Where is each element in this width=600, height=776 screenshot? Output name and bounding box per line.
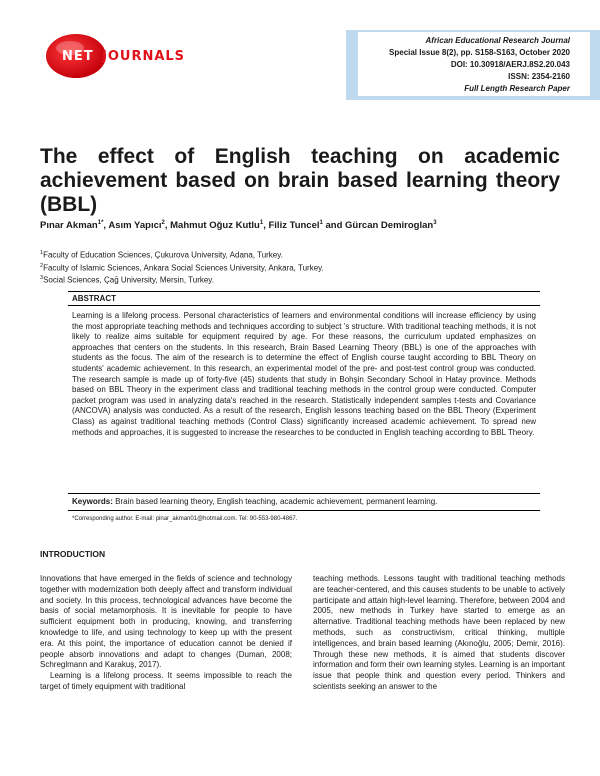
journal-info-box xyxy=(358,32,590,96)
paragraph: Learning is a lifelong process. It seems impossible to reach the target of timely equipment with traditional xyxy=(40,671,292,691)
keywords-rule xyxy=(68,510,540,511)
abstract-heading: ABSTRACT xyxy=(72,294,116,303)
affiliation-item: $^3$Social Sciences, Çağ University, Mersin, Turkey. xyxy=(40,275,214,285)
abstract-heading-rule xyxy=(68,305,540,306)
author-name: Gürcan Demiroglan xyxy=(345,220,434,232)
author-list: Pınar Akman$^{1*}$, Asım Yapıcı$^2$, Mahmut Oğuz Kutlu$^1$, Filiz Tuncel$^1$ and Gürcan Demiroglan$^3$ xyxy=(40,220,437,232)
paper-type: Full Length Research Paper xyxy=(464,84,570,93)
corresponding-author: *Corresponding author. E-mail: pinar_akman01@hotmail.com. Tel: 90-553-980-4867. xyxy=(72,516,298,522)
author-sup: 2 xyxy=(161,220,165,226)
netjournals-logo xyxy=(40,30,210,80)
author-name: Pınar Akman xyxy=(40,220,98,232)
abstract-bottom-rule xyxy=(68,493,540,494)
keywords-label: Keywords: xyxy=(72,497,113,506)
journal-name: African Educational Research Journal xyxy=(425,36,570,45)
journal-issn: ISSN: 2354-2160 xyxy=(508,72,570,81)
author-name: Mahmut Oğuz Kutlu xyxy=(170,220,260,232)
right-column xyxy=(313,574,565,693)
paper-title: The effect of English teaching on academic achievement based on brain based learning theory (BBL) xyxy=(40,145,560,216)
author-sup: 3 xyxy=(433,220,437,226)
affiliations xyxy=(40,248,324,286)
svg-text:JOURNALS: JOURNALS xyxy=(102,49,186,64)
author-sup: 1 xyxy=(319,220,323,226)
abstract-body: Learning is a lifelong process. Personal characteristics of learners and environmental conditions will increase efficiency by using the most appropriate teaching methods and techniques according to subject 's structure. With traditional teaching methods, it is not likely to realize aims suitable for equipment required by age. For these reasons, the curriculum updated emphasizes on approaches that centers on the students. In this research, Brain Based Learning Theory (BBL) is one of the approaches with students as the focus. The aim of the research is to determine the effect of English course taught according to BBL Theory on students' academic achievement. In this research, an experimental model of the pre- and post-test control group was conducted. The research sample is made up of forty-five (45) students that study in Bohşin Secondary School in Hatay province. Methods based on BBL Theory in the experiment class and traditional teaching methods in the control group were conducted. Computer packet program was used in analyzing data's reached in the research. Statistically independent samples t-tests and Covariance (ANCOVA) analysis was conducted. As a result of the research, English lessons teaching based on the BBL Theory (Experiment Class) as against traditional teaching methods (Control Class) significantly increased academic achievement. To spread new methods and approaches, it is suggested to increase the researches to be conducted in English teaching according to BBL Theory. xyxy=(72,311,536,437)
author-name: Filiz Tuncel xyxy=(268,220,320,232)
left-column xyxy=(40,574,292,693)
affiliation-item: $^2$Faculty of Islamic Sciences, Ankara Social Sciences University, Ankara, Turkey. xyxy=(40,262,324,273)
journal-doi: DOI: 10.30918/AERJ.8S2.20.043 xyxy=(450,60,570,69)
keywords xyxy=(72,497,540,506)
paragraph: teaching methods. Lessons taught with traditional teaching methods are teacher-centered, and this causes students to be unable to actively participate and attain high-level learning. Therefore, between 2004 and 2005, new methods in Turkey have started to emerge as an alternative. Traditional teaching methods have been replaced by new methods, such as constructivism, critical thinking, multiple intelligences, and brain based learning (Akınoğlu, 2005; Demir, 2016). Through these new methods, it is aimed that students discover information and form their own learning styles. Learning is an important issue that people think and question every period. Thinkers and scientists seeking an answer to the xyxy=(313,574,565,691)
journal-issue: Special Issue 8(2), pp. S158-S163, October 2020 xyxy=(389,48,570,57)
abstract-top-rule xyxy=(68,291,540,292)
paragraph: Innovations that have emerged in the fields of science and technology together with modernization both deeply affect and transform individual and society. In this process, technological advances have become the basis of social metamorphosis. It is inevitable for people to have sufficient equipment both in producing, knowing, and transferring knowledge to life, and using technology to keep up with the present era. At this point, the importance of education cannot be denied if people absorb innovations and adapt to changes (Duman, 2008; Schreglmann and Karakuş, 2017). xyxy=(40,574,292,670)
author-name: Asım Yapıcı xyxy=(108,220,162,232)
section-heading-introduction: INTRODUCTION xyxy=(40,549,106,559)
keywords-text: Brain based learning theory, English teaching, academic achievement, permanent learning. xyxy=(115,497,438,506)
affiliation-item: $^1$Faculty of Education Sciences, Çukurova University, Adana, Turkey. xyxy=(40,250,283,260)
author-sup: 1* xyxy=(97,220,104,226)
svg-text:NET: NET xyxy=(62,49,94,64)
author-sup: 1 xyxy=(259,220,264,226)
